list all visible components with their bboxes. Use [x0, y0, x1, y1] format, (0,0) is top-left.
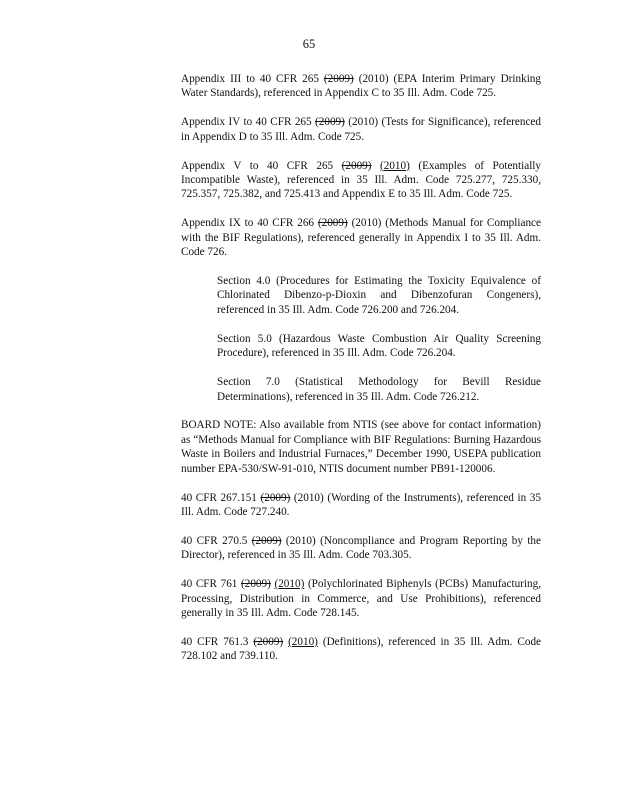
deleted-year-text: (2009): [253, 635, 284, 648]
reference-paragraph: [181, 577, 541, 620]
reference-text: (Examples of Potentially Incompatible Waste), referenced in 35 Ill. Adm. Code 725.277, 725.330, 725.357, 725.382, and 725.413 and Appendix E to 35 Ill. Adm. Code 725.: [181, 159, 542, 201]
indented-reference-paragraph: [217, 332, 541, 361]
reference-text: Appendix V to 40 CFR 265: [181, 159, 342, 172]
reference-paragraph: [181, 216, 541, 259]
incorporations-by-reference-list: [181, 72, 541, 678]
reference-text: (Definitions), referenced in 35 Ill. Adm. Code 728.102 and 739.110.: [181, 635, 542, 663]
reference-paragraph: [181, 159, 541, 202]
reference-text: [372, 160, 381, 172]
reference-text: Section 5.0 (Hazardous Waste Combustion Air Quality Screening Procedure), referenced in 35 Ill. Adm. Code 726.204.: [217, 332, 541, 360]
inserted-year-text: (2010): [380, 159, 410, 172]
reference-text: Appendix IV to 40 CFR 265: [181, 116, 316, 129]
deleted-year-text: (2009): [315, 116, 345, 129]
indented-reference-paragraph: [217, 274, 541, 317]
reference-text: Section 7.0 (Statistical Methodology for Bevill Residue Determinations), referenced in 35 Ill. Adm. Code 726.212.: [217, 376, 541, 403]
reference-text: (2010) (EPA Interim Primary Drinking Water Standards), referenced in Appendix C to 35 Ill. Adm. Code 725.: [181, 73, 541, 100]
reference-text: Section 4.0 (Procedures for Estimating the Toxicity Equivalence of Chlorinated Dibenzo-p-Dioxin and Dibenzofuran Congeners), referenced in 35 Ill. Adm. Code 726.200 and 726.204.: [217, 275, 541, 316]
reference-paragraph: [181, 534, 541, 563]
reference-text: (Polychlorinated Biphenyls (PCBs) Manufacturing, Processing, Distribution in Commerce, and Use Prohibitions), referenced generally in 35 Ill. Adm. Code 728.145.: [181, 578, 542, 619]
reference-paragraph: [181, 72, 541, 101]
reference-text: 40 CFR 761.3: [181, 635, 254, 648]
deleted-year-text: (2009): [317, 217, 348, 230]
reference-text: 40 CFR 270.5: [181, 534, 252, 547]
reference-paragraph: [181, 635, 541, 664]
reference-text: Appendix III to 40 CFR 265: [181, 73, 324, 85]
reference-text: Appendix IX to 40 CFR 266: [181, 217, 318, 230]
reference-text: 40 CFR 761: [181, 578, 242, 591]
reference-text: (2010) (Methods Manual for Compliance with the BIF Regulations), referenced generally in Appendix I to 35 Ill. Adm. Code 726.: [181, 217, 541, 259]
reference-text: (2010) (Tests for Significance), referenced in Appendix D to 35 Ill. Adm. Code 725.: [181, 116, 541, 143]
reference-text: (2010) (Wording of the Instruments), referenced in 35 Ill. Adm. Code 727.240.: [181, 491, 541, 518]
deleted-year-text: (2009): [260, 491, 291, 504]
reference-paragraph: [181, 418, 541, 476]
deleted-year-text: (2009): [323, 73, 354, 85]
page-number: 65: [302, 37, 316, 51]
deleted-year-text: (2009): [241, 578, 271, 591]
deleted-year-text: (2009): [251, 534, 282, 547]
deleted-year-text: (2009): [341, 159, 372, 172]
reference-text: 40 CFR 267.151: [181, 491, 261, 504]
reference-text: BOARD NOTE: Also available from NTIS (see above for contact information) as “Methods Manual for Compliance with BIF Regulations: Burning Hazardous Waste in Boilers and Industrial Furnaces,” December 1990, USEPA publication number EPA-530/SW-91-010, NTIS document number PB91-120006.: [181, 419, 541, 475]
reference-text: (2010) (Noncompliance and Program Reporting by the Director), referenced in 35 Ill. Adm. Code 703.305.: [181, 534, 541, 562]
reference-paragraph: [181, 115, 541, 144]
indented-reference-paragraph: [217, 375, 541, 404]
inserted-year-text: (2010): [274, 578, 305, 591]
reference-paragraph: [181, 491, 541, 520]
inserted-year-text: (2010): [288, 635, 318, 648]
